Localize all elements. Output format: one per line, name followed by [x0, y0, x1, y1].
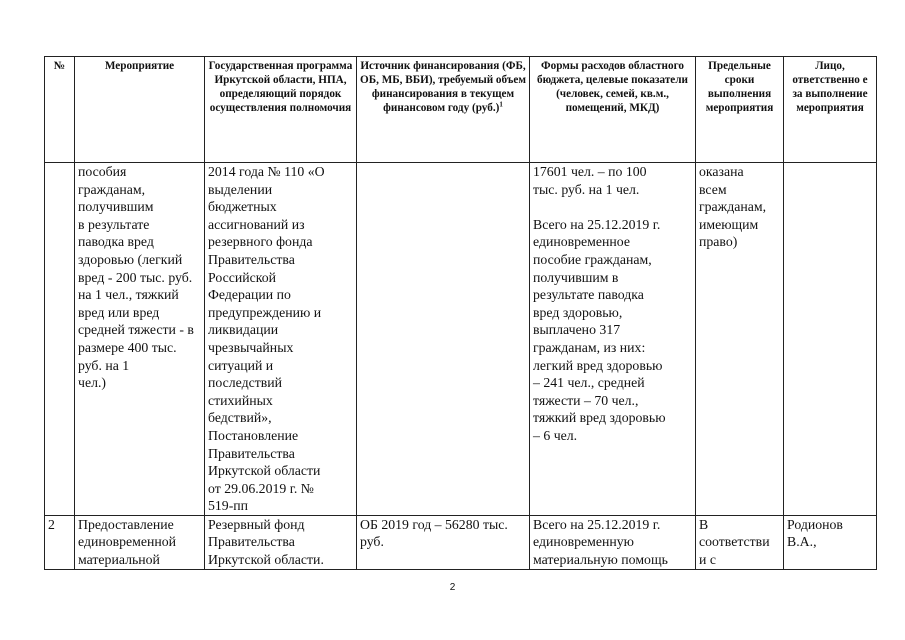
- cell-event: Предоставление единовременной материальной: [75, 515, 205, 569]
- header-program: Государственная программа Иркутской области, НПА, определяющий порядок осуществления полномочия: [205, 57, 357, 163]
- cell-event: пособия гражданам, получившим в результате паводка вред здоровью (легкий вред - 200 тыс. руб. на 1 чел., тяжкий вред или вред средней тяжести - в размере 400 тыс. руб. на 1 чел.): [75, 163, 205, 516]
- cell-source: [357, 163, 530, 516]
- header-event: Мероприятие: [75, 57, 205, 163]
- header-form: Формы расходов областного бюджета, целевые показатели (человек, семей, кв.м., помещений, МКД): [530, 57, 696, 163]
- cell-program: 2014 года № 110 «О выделении бюджетных ассигнований из резервного фонда Правительства Российской Федерации по предупреждению и ликвидации чрезвычайных ситуаций и последствий стихийных бедствий», Постановление Правительства Иркутской области от 29.06.2019 г. № 519-пп: [205, 163, 357, 516]
- cell-responsible: Родионов В.А.,: [784, 515, 877, 569]
- header-source-text: Источник финансирования (ФБ, ОБ, МБ, ВБИ), требуемый объем финансирования в текущем финансовом году (руб.): [360, 60, 526, 114]
- cell-form: 17601 чел. – по 100 тыс. руб. на 1 чел. Всего на 25.12.2019 г. единовременное пособие гражданам, получившим в результате паводка вред здоровью, выплачено 317 гражданам, из них: легкий вред здоровью – 241 чел., средней тяжести – 70 чел., тяжкий вред здоровью – 6 чел.: [530, 163, 696, 516]
- header-num: №: [45, 57, 75, 163]
- cell-form: Всего на 25.12.2019 г. единовременную материальную помощь: [530, 515, 696, 569]
- table-row-continued: [45, 163, 877, 516]
- cell-num: 2: [45, 515, 75, 569]
- cell-source: ОБ 2019 год – 56280 тыс. руб.: [357, 515, 530, 569]
- header-source: [357, 57, 530, 163]
- cell-program: Резервный фонд Правительства Иркутской области.: [205, 515, 357, 569]
- cell-deadline: оказана всем гражданам, имеющим право): [696, 163, 784, 516]
- cell-deadline: В соответстви и с: [696, 515, 784, 569]
- table-row-2: [45, 515, 877, 569]
- page-number: 2: [449, 582, 456, 593]
- cell-num: [45, 163, 75, 516]
- header-responsible: Лицо, ответственно е за выполнение мероприятия: [784, 57, 877, 163]
- cell-responsible: [784, 163, 877, 516]
- header-row: [45, 57, 877, 163]
- header-deadline: Предельные сроки выполнения мероприятия: [696, 57, 784, 163]
- footnote-mark: 1: [499, 100, 503, 109]
- measures-table: [44, 56, 877, 570]
